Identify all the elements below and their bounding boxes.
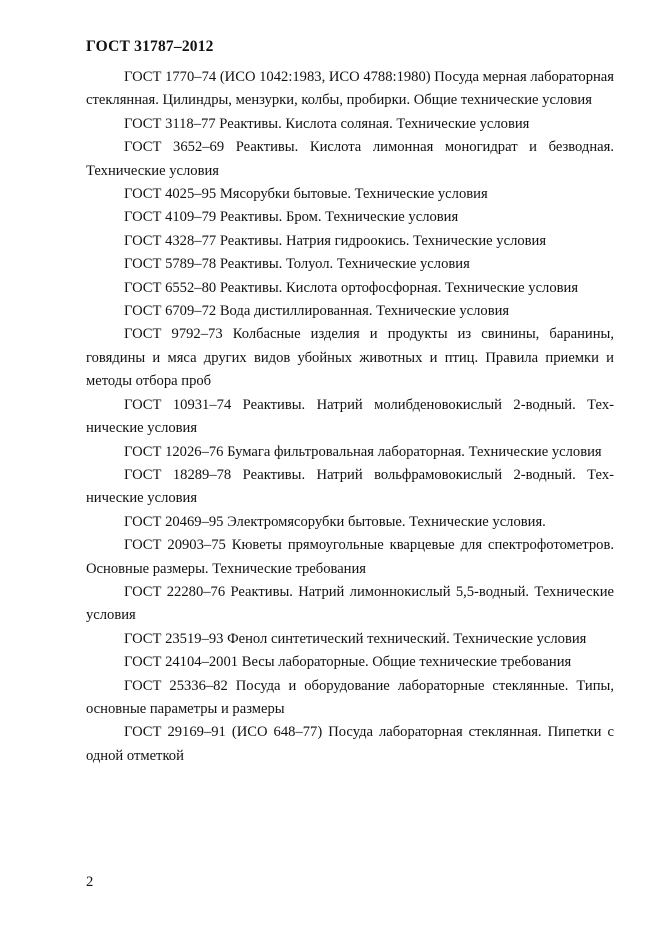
reference-entry: ГОСТ 4109–79 Реактивы. Бром. Технические условия: [124, 209, 459, 226]
page-number: 2: [86, 874, 94, 890]
reference-entry: ГОСТ 6709–72 Вода дистиллированная. Технические условия: [124, 303, 510, 320]
reference-entry: ГОСТ 24104–2001 Весы лабораторные. Общие технические требования: [124, 654, 572, 671]
reference-entry: ГОСТ 9792–73 Колбасные изделия и продукты из свинины, баранины, говядины и мяса других видов убойных животных и птиц. Правила приемки и методы отбора проб: [86, 326, 614, 390]
normative-references-list: [86, 66, 614, 768]
document-header: ГОСТ 31787–2012: [86, 38, 214, 55]
reference-entry: ГОСТ 4025–95 Мясорубки бытовые. Технические условия: [124, 186, 488, 203]
reference-entry: ГОСТ 3118–77 Реактивы. Кислота соляная. Технические условия: [124, 115, 530, 132]
reference-entry: ГОСТ 12026–76 Бумага фильтровальная лабораторная. Технические условия: [124, 443, 602, 460]
reference-entry: ГОСТ 23519–93 Фенол синтетический технический. Технические условия: [124, 630, 587, 647]
reference-entry: ГОСТ 1770–74 (ИСО 1042:1983, ИСО 4788:1980) Посуда мерная лабораторная стеклянная. Цилиндры, мензурки, колбы, пробирки. Общие технические условия: [86, 69, 614, 109]
reference-entry: ГОСТ 20903–75 Кюветы прямоугольные кварцевые для спектрофотометров. Основные размеры. Технические требования: [86, 537, 614, 577]
reference-entry: ГОСТ 5789–78 Реактивы. Толуол. Технические условия: [124, 256, 470, 273]
reference-entry: ГОСТ 29169–91 (ИСО 648–77) Посуда лабораторная стеклянная. Пипетки с одной отметкой: [86, 724, 614, 764]
reference-entry: ГОСТ 6552–80 Реактивы. Кислота ортофосфорная. Технические условия: [124, 279, 579, 296]
reference-entry: ГОСТ 3652–69 Реактивы. Кислота лимонная моногидрат и безводная. Технические условия: [86, 139, 614, 179]
reference-entry: ГОСТ 18289–78 Реактивы. Натрий вольфрамовокислый 2-водный. Технические условия: [86, 466, 614, 507]
reference-entry: ГОСТ 4328–77 Реактивы. Натрия гидроокись. Технические условия: [124, 232, 547, 249]
reference-entry: ГОСТ 10931–74 Реактивы. Натрий молибденовокислый 2-водный. Технические условия: [86, 396, 614, 437]
reference-entry: ГОСТ 25336–82 Посуда и оборудование лабораторные стеклянные. Типы, основные параметры и размеры: [86, 677, 614, 717]
reference-entry: ГОСТ 20469–95 Электромясорубки бытовые. Технические условия.: [124, 513, 546, 530]
reference-entry: ГОСТ 22280–76 Реактивы. Натрий лимоннокислый 5,5-водный. Технические условия: [86, 583, 614, 624]
